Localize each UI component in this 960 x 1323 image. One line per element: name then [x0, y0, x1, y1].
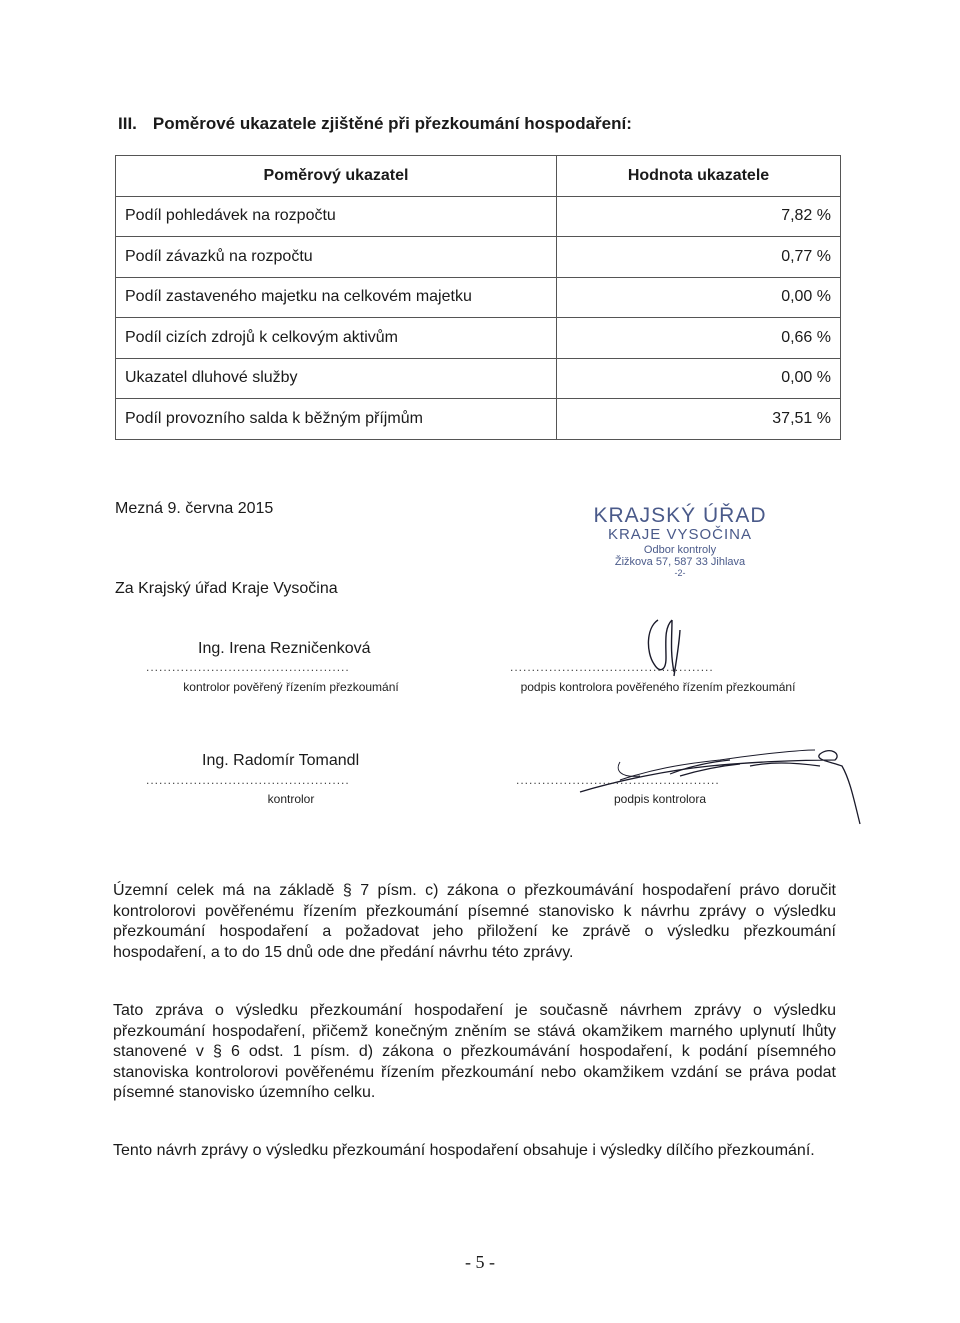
indicator-name: Ukazatel dluhové služby — [116, 358, 557, 399]
dotted-line: ............................................... — [516, 773, 720, 787]
paragraph-partial-review: Tento návrh zprávy o výsledku přezkoumání hospodaření obsahuje i výsledky dílčího přezkoumání. — [113, 1142, 815, 1159]
dotted-line: ............................................... — [146, 773, 350, 787]
stamp-line: Žižkova 57, 587 33 Jihlava — [614, 556, 746, 568]
ratio-table — [115, 155, 841, 440]
indicator-name: Podíl pohledávek na rozpočtu — [116, 196, 557, 237]
table-row — [116, 318, 841, 359]
stamp-line: KRAJSKÝ ÚŘAD — [593, 504, 767, 527]
dotted-line: ............................................... — [146, 660, 350, 674]
signature-caption: podpis kontrolora — [613, 792, 707, 806]
paragraph-final-version: Tato zpráva o výsledku přezkoumání hospodaření je současně návrhem zprávy o výsledku přezkoumání hospodaření, přičemž konečným zněním se stává okamžikem marného uplynutí lhůty stanovené v § 6 odst. 1 písm. d) zákona o přezkoumávání hospodaření, k podání písemného stanoviska kontrolorovi pověřenému řízením přezkoumání nebo okamžikem vzdání se práva podat písemné stanovisko územního celku. — [113, 1002, 836, 1101]
indicator-name: Podíl cizích zdrojů k celkovým aktivům — [116, 318, 557, 359]
office-stamp — [560, 504, 800, 578]
indicator-name: Podíl závazků na rozpočtu — [116, 237, 557, 278]
dotted-line: ............................................... — [510, 660, 714, 674]
issuer: Za Krajský úřad Kraje Vysočina — [115, 580, 338, 597]
table-row — [116, 237, 841, 278]
section-heading — [118, 114, 632, 134]
stamp-line: Odbor kontroly — [643, 544, 717, 556]
indicator-value: 0,66 % — [557, 318, 841, 359]
page-number: - 5 - — [465, 1252, 495, 1272]
indicator-value: 0,77 % — [557, 237, 841, 278]
column-header-value: Hodnota ukazatele — [557, 156, 841, 197]
table-row — [116, 277, 841, 318]
indicator-value: 37,51 % — [557, 399, 841, 440]
table-row — [116, 358, 841, 399]
indicator-value: 7,82 % — [557, 196, 841, 237]
indicator-name: Podíl provozního salda k běžným příjmům — [116, 399, 557, 440]
stamp-line: KRAJE VYSOČINA — [607, 526, 753, 543]
signatory-role: kontrolor pověřený řízením přezkoumání — [183, 680, 399, 694]
signature-caption: podpis kontrolora pověřeného řízením přezkoumání — [520, 680, 796, 694]
table-row — [116, 399, 841, 440]
section-title: Poměrové ukazatele zjištěné při přezkoumání hospodaření: — [152, 114, 632, 133]
signatory-role: kontrolor — [267, 792, 315, 806]
paragraph-objection-right: Územní celek má na základě § 7 písm. c) zákona o přezkoumávání hospodaření právo doručit kontrolorovi pověřenému řízením přezkoumání písemné stanovisko k návrhu zprávy o výsledku přezkoumání hospodaření a požadovat jeho přiložení ke zprávě o výsledku přezkoumání hospodaření, a to do 15 dnů ode dne předání návrhu této zprávy. — [113, 882, 836, 961]
signatory-name: Ing. Radomír Tomandl — [202, 752, 360, 769]
stamp-line: -2- — [674, 568, 686, 578]
signatory-name: Ing. Irena Rezničenková — [198, 640, 371, 657]
indicator-value: 0,00 % — [557, 358, 841, 399]
column-header-indicator: Poměrový ukazatel — [116, 156, 557, 197]
place-date: Mezná 9. června 2015 — [115, 500, 274, 517]
indicator-value: 0,00 % — [557, 277, 841, 318]
section-number: III. — [118, 114, 137, 133]
table-header-row — [116, 156, 841, 197]
table-row — [116, 196, 841, 237]
indicator-name: Podíl zastaveného majetku na celkovém majetku — [116, 277, 557, 318]
